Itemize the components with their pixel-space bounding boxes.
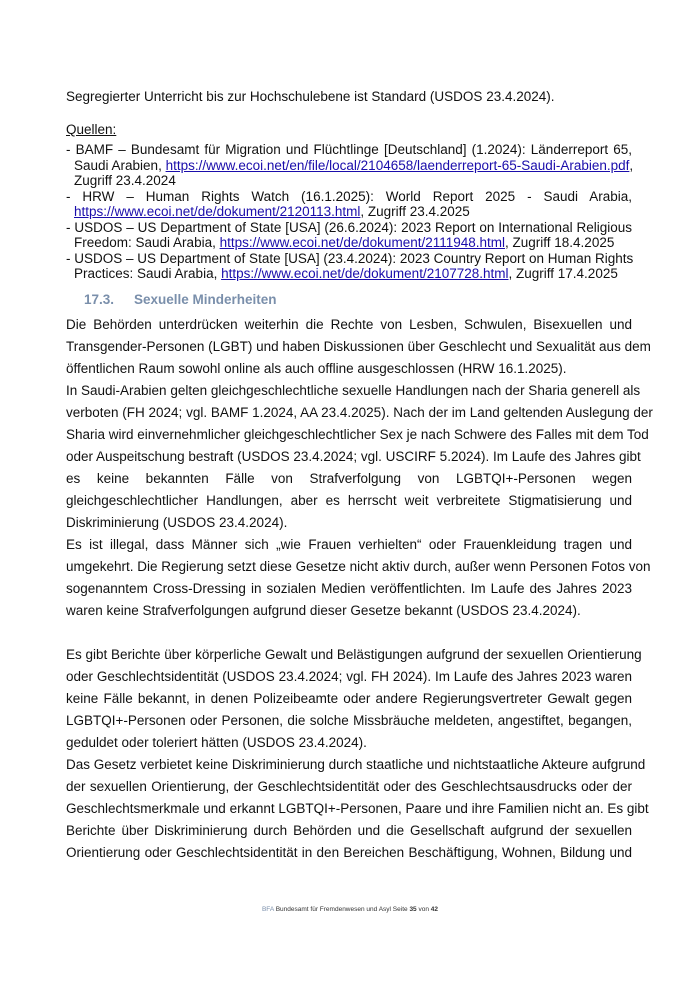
page-footer (0, 906, 700, 913)
paragraph-line: Transgender-Personen (LGBT) und haben Diskussionen über Geschlecht und Sexualität aus dem (66, 339, 651, 354)
source-line (66, 173, 632, 189)
source-line (66, 142, 632, 158)
source-text: - BAMF – Bundesamt für Migration und Flüchtlinge [Deutschland] (1.2024): Länderreport 65, (66, 142, 632, 157)
source-line (66, 204, 632, 220)
footer-org: Bundesamt für Fremdenwesen und Asyl (275, 906, 391, 913)
section-body (66, 314, 653, 864)
paragraph-line: es keine bekannten Fälle von Strafverfolgung von LGBTQI+-Personen wegen (66, 471, 632, 486)
sources-label: Quellen: (66, 122, 117, 137)
sources-list (66, 142, 632, 282)
paragraph-line: Die Behörden unterdrücken weiterhin die Rechte von Lesben, Schwulen, Bisexuellen und (66, 317, 632, 332)
paragraph-line: öffentlichen Raum sowohl online als auch offline ausgeschlossen (HRW 16.1.2025). (66, 361, 567, 376)
source-text: , Zugriff 23.4.2025 (360, 204, 470, 219)
paragraph-line: geduldet oder toleriert hätten (USDOS 23.4.2024). (66, 735, 367, 750)
paragraph-line: umgekehrt. Die Regierung setzt diese Gesetze nicht aktiv durch, außer wenn Personen Fotos von (66, 559, 651, 574)
section-number: 17.3. (84, 292, 115, 307)
paragraph-line: verboten (FH 2024; vgl. BAMF 1.2024, AA 23.4.2025). Nach der im Land geltenden Auslegung der (66, 405, 653, 420)
section-title: Sexuelle Minderheiten (134, 292, 277, 307)
paragraph-line: oder Geschlechtsidentität (USDOS 23.4.2024; vgl. FH 2024). Im Laufe des Jahres 2023 waren (66, 669, 632, 684)
footer-page-word: Seite (392, 906, 408, 913)
paragraph-line: Diskriminierung (USDOS 23.4.2024). (66, 515, 288, 530)
paragraph-line: LGBTQI+-Personen oder Personen, die solche Missbräuche meldeten, angestiftet, begangen, (66, 713, 632, 728)
source-link[interactable]: https://www.ecoi.net/en/file/local/2104658/laenderreport-65-Saudi-Arabien.pdf (165, 157, 630, 173)
footer-page-number: 35 (409, 906, 417, 913)
source-text: , Zugriff 17.4.2025 (508, 266, 618, 281)
paragraph-line: oder Auspeitschung bestraft (USDOS 23.4.2024; vgl. USCIRF 5.2024). Im Laufe des Jahres gibt (66, 449, 641, 464)
source-line (66, 158, 632, 174)
source-text: - USDOS – US Department of State [USA] (26.6.2024): 2023 Report on International Religious (66, 219, 632, 235)
paragraph-line: Es ist illegal, dass Männer sich „wie Frauen verhielten“ oder Frauenkleidung tragen und (66, 537, 632, 552)
source-text: Freedom: Saudi Arabia, (74, 235, 220, 250)
paragraph-line: Es gibt Berichte über körperliche Gewalt und Belästigungen aufgrund der sexuellen Orientierung (66, 647, 642, 662)
source-link[interactable]: https://www.ecoi.net/de/dokument/2120113.html (74, 204, 361, 219)
source-text: , Zugriff 18.4.2025 (505, 235, 615, 250)
source-text: Zugriff 23.4.2024 (74, 173, 176, 188)
paragraph-line: waren keine Strafverfolgungen aufgrund dieser Gesetze bekannt (USDOS 23.4.2024). (66, 603, 581, 618)
paragraph-line: gleichgeschlechtlicher Handlungen, aber es herrscht weit verbreitete Stigmatisierung und (66, 493, 632, 508)
paragraph-line: Das Gesetz verbietet keine Diskriminierung durch staatliche und nichtstaatliche Akteure aufgrund (66, 757, 646, 772)
sources-label-wrap (66, 119, 632, 141)
paragraph-line: Geschlechtsmerkmale und erkannt LGBTQI+-Personen, Paare und ihre Familien nicht an. Es gibt (66, 801, 649, 816)
paragraph-line: Sharia wird einvernehmlicher gleichgeschlechtlicher Sex je nach Schwere des Falles mit dem Tod (66, 427, 649, 442)
source-link[interactable]: https://www.ecoi.net/de/dokument/2111948.html (219, 235, 506, 250)
paragraph-line: Berichte über Diskriminierung durch Behörden und die Gesellschaft aufgrund der sexuellen (66, 823, 632, 838)
paragraph-line: keine Fälle bekannt, in denen Polizeibeamte oder andere Regierungsvertreter Gewalt gegen (66, 691, 632, 706)
footer-brand: BFA (261, 906, 274, 913)
source-line (66, 251, 632, 267)
source-line (66, 235, 632, 251)
source-line (66, 220, 632, 236)
intro-line: Segregierter Unterricht bis zur Hochschulebene ist Standard (USDOS 23.4.2024). (66, 89, 555, 104)
source-text: Practices: Saudi Arabia, (74, 266, 222, 281)
source-line (66, 266, 632, 282)
paragraph-line: Orientierung oder Geschlechtsidentität in den Bereichen Beschäftigung, Wohnen, Bildung und (66, 845, 632, 860)
blank-line (66, 622, 632, 644)
source-link[interactable]: https://www.ecoi.net/de/dokument/2107728.html (221, 266, 509, 281)
footer-page-total: 42 (430, 906, 439, 913)
intro-paragraph (66, 86, 632, 108)
source-text: - USDOS – US Department of State [USA] (23.4.2024): 2023 Country Report on Human Rights (66, 250, 634, 266)
source-text: - HRW – Human Rights Watch (16.1.2025): World Report 2025 - Saudi Arabia, (66, 188, 632, 204)
source-text: , (629, 157, 634, 173)
section-heading (84, 292, 277, 307)
footer-of-word: von (418, 906, 429, 913)
source-text: Saudi Arabien, (74, 157, 166, 173)
paragraph-line: In Saudi-Arabien gelten gleichgeschlechtliche sexuelle Handlungen nach der Sharia generell als (66, 383, 641, 398)
source-line (66, 189, 632, 205)
paragraph-line: der sexuellen Orientierung, der Geschlechtsidentität oder des Geschlechtsausdrucks oder der (66, 779, 632, 794)
paragraph-line: sogenanntem Cross-Dressing in sozialen Medien veröffentlichten. Im Laufe des Jahres 2023 (66, 581, 632, 596)
